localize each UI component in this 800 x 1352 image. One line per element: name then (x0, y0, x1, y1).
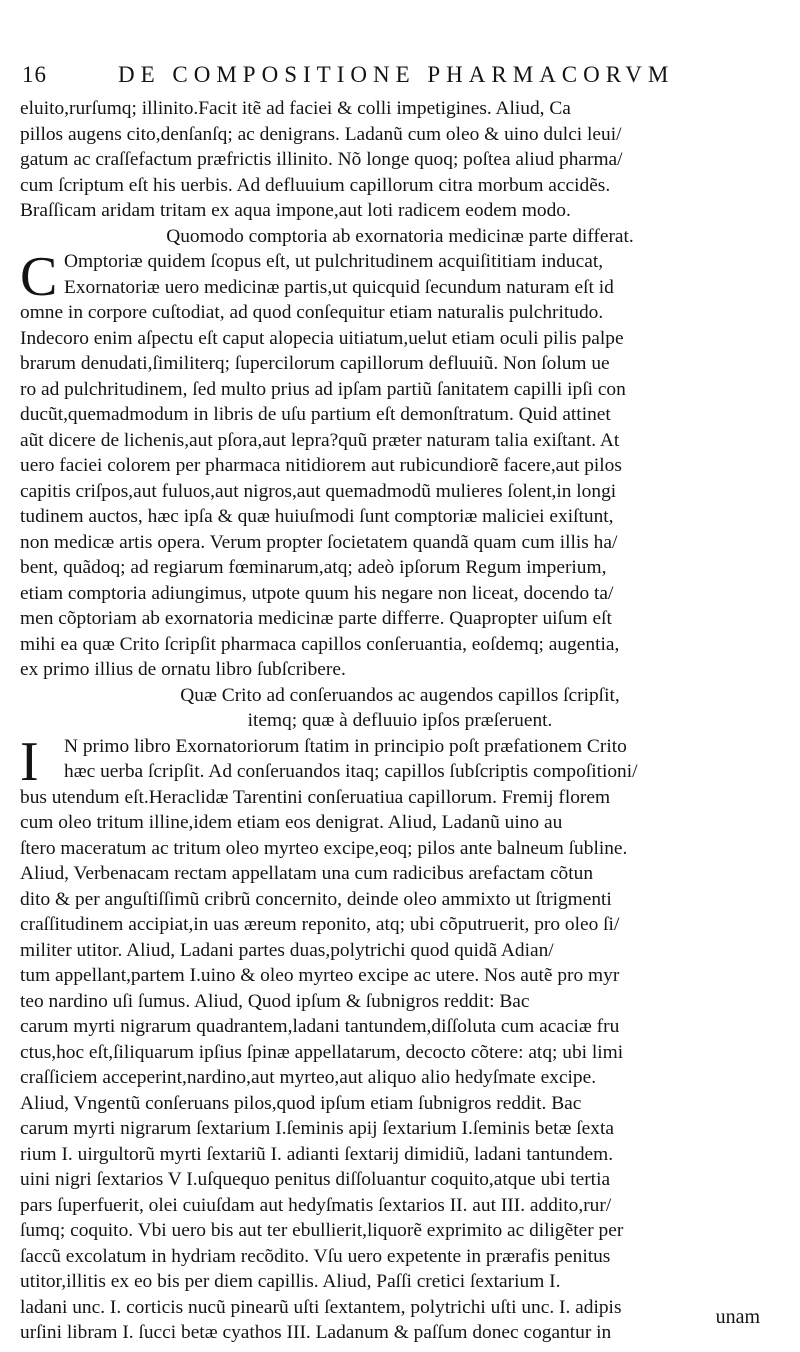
text-line: capitis criſpos,aut fuluos,aut nigros,aut quemadmodũ mulieres ſolent,in longi (20, 480, 617, 502)
text-line: ro ad pulchritudinem, ſed multo prius ad ipſam partiũ ſanitatem capilli ipſi con (20, 378, 626, 400)
text-line: ſaccũ excolatum in hydriam recõdito. Vſu uero expetente in prærafis penitus (20, 1245, 611, 1267)
running-title: DE COMPOSITIONE PHARMACORVM (118, 62, 675, 87)
text-line: men cõptoriam ab exornatoria medicinæ parte differre. Quapropter uiſum eſt (20, 608, 612, 629)
section-heading: itemq; quæ à defluuio ipſos præſeruent. (247, 710, 553, 731)
text-line: tudinem auctos, hæc ipſa & quæ huiuſmodi ſunt comptoriæ maliciei exiſtunt, (20, 506, 614, 527)
text-line: rium I. uirgultorũ myrti ſextariũ I. adianti ſextarij dimidiũ, ladani tantundem. (20, 1143, 614, 1165)
catchword: unam (715, 1306, 760, 1328)
text-line: carum myrti nigrarum quadrantem,ladani tantundem,diſſoluta cum acaciæ fru (20, 1016, 620, 1037)
section-heading: Quomodo comptoria ab exornatoria medicinæ parte differat. (166, 225, 634, 247)
section-opening (20, 246, 780, 308)
text-line: N primo libro Exornatoriorum ſtatim in principio poſt præfationem Crito (64, 735, 627, 757)
text-line: non medicæ artis opera. Verum propter ſocietatem quandã quam cum illis ha/ (20, 531, 618, 553)
text-line: cum oleo tritum illine,idem etiam eos denigrat. Aliud, Ladanũ uino au (20, 812, 563, 833)
text-line: ſumq; coquito. Vbi uero bis aut ter ebullierit,liquorẽ exprimito ac diligẽter per (20, 1220, 624, 1241)
text-line: mihi ea quæ Crito ſcripſit pharmaca capillos conſeruantia, eoſdemq; augentia, (20, 633, 620, 655)
text-line: ctus,hoc eſt,ſiliquarum ipſius ſpinæ appellatarum, decocto cõtere: atq; ubi limi (20, 1041, 624, 1063)
text-line: carum myrti nigrarum ſextarium I.ſeminis apij ſextarium I.ſeminis betæ ſexta (20, 1118, 614, 1139)
section-opening (20, 730, 780, 793)
text-line: utitor,illitis ex eo bis per diem capillis. Aliud, Paſſi cretici ſextarium I. (20, 1271, 561, 1292)
text-line: ladani unc. I. corticis nucũ pinearũ uſti ſextantem, polytrichi uſti unc. I. adipis (20, 1296, 622, 1318)
text-line: Exornatoriæ uero medicinæ partis,ut quicquid ſecundum naturam eſt id (64, 276, 614, 298)
text-line: aũt dicere de lichenis,aut pſora,aut lepra?quũ præter naturam talia exiſtant. At (20, 429, 620, 451)
text-line: bus utendum eſt.Heraclidæ Tarentini conſeruatiua capillorum. Fremij florem (20, 786, 611, 808)
text-line: pars ſuperfuerit, olei cuiuſdam aut hedyſmatis ſextarios II. aut III. addito,rur/ (20, 1194, 612, 1216)
text-line: craſſiciem acceperint,nardino,aut myrteo,aut aliquo alio hedyſmate excipe. (20, 1067, 597, 1088)
text-line: teo nardino uſi ſumus. Aliud, Quod ipſum & ſubnigros reddit: Bac (20, 990, 530, 1012)
text-line: brarum denudati,ſimiliterq; ſupercilorum capillorum defluuiũ. Non ſolum ue (20, 353, 610, 374)
text-line: gatum ac craſſefactum præfrictis illinito. Nõ longe quoq; poſtea aliud pharma/ (20, 149, 623, 170)
text-line: eluito,rurſumq; illinito.Facit itẽ ad faciei & colli impetigines. Aliud, Ca (20, 98, 571, 119)
text-line: Aliud, Verbenacam rectam appellatam una cum radicibus arefactam cõtun (20, 863, 594, 884)
text-line: tum appellant,partem I.uino & oleo myrteo excipe ac utere. Nos autẽ pro myr (20, 965, 620, 986)
page-number: 16 (22, 62, 47, 87)
text-line: militer utitor. Aliud, Ladani partes duas,polytrichi quod quidã Adian/ (20, 939, 554, 961)
text-line: omne in corpore cuſtodiat, ad quod conſequitur etiam naturalis pulchritudo. (20, 302, 604, 323)
text-line: ſtero maceratum ac tritum oleo myrteo excipe,eoq; pilos ante balneum ſubline. (20, 837, 628, 859)
text-line: hæc uerba ſcripſit. Ad conſeruandos itaq; capillos ſubſcriptis compoſitioni/ (64, 761, 638, 782)
text-line: uero faciei colorem per pharmaca nitidiorem aut rubicundiorẽ facere,aut pilos (20, 455, 622, 476)
text-line: ducũt,quemadmodum in libris de uſu partium eſt demonſtratum. Quid attinet (20, 404, 611, 425)
drop-cap: I (20, 730, 39, 793)
text-line: pillos augens cito,denſanſq; ac denigrans. Ladanũ cum oleo & uino dulci leui/ (20, 123, 622, 145)
text-line: craſſitudinem accipiat,in uas æreum reponito, atq; ubi cõputruerit, pro oleo ſi/ (20, 914, 620, 935)
running-header (22, 62, 782, 92)
text-line: ex primo illius de ornatu libro ſubſcribere. (20, 659, 346, 680)
text-line: dito & per anguſtiſſimũ cribrũ concernito, deinde oleo ammixto ut ſtrigmenti (20, 888, 612, 910)
text-line: Indecoro enim aſpectu eſt caput alopecia uitiatum,uelut etiam oculi pilis palpe (20, 327, 624, 349)
text-line: Braſſicam aridam tritam ex aqua impone,aut loti radicem eodem modo. (20, 200, 571, 221)
text-line: cum ſcriptum eſt his uerbis. Ad defluuium capillorum citra morbum accidẽs. (20, 174, 611, 196)
main-text (20, 96, 780, 1346)
text-line: Omptoriæ quidem ſcopus eſt, ut pulchritudinem acquiſititiam inducat, (64, 251, 604, 272)
text-line: bent, quãdoq; ad regiarum fœminarum,atq; adeò ipſorum Regum imperium, (20, 557, 607, 578)
drop-cap: C (20, 246, 58, 308)
text-line: etiam comptoria adiungimus, utpote quum his negare non liceat, docendo ta/ (20, 582, 614, 604)
text-line: urſini libram I. ſucci betæ cyathos III. Ladanum & paſſum donec cogantur in (20, 1322, 612, 1343)
text-line: uini nigri ſextarios V I.uſquequo penitus diſſoluantur coquito,atque ubi tertia (20, 1169, 611, 1190)
section-heading: Quæ Crito ad conſeruandos ac augendos capillos ſcripſit, (180, 684, 620, 706)
text-line: Aliud, Vngentũ conſeruans pilos,quod ipſum etiam ſubnigros reddit. Bac (20, 1092, 582, 1114)
